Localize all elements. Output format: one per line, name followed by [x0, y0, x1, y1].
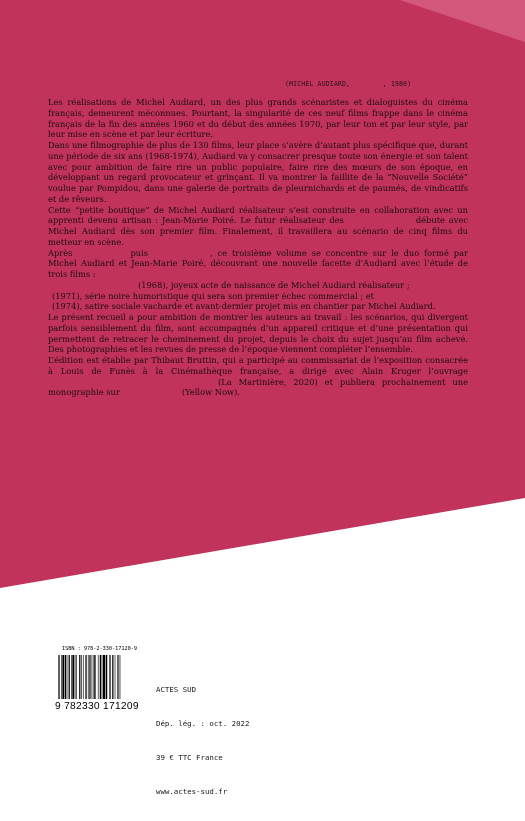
barcode-bar: [106, 655, 107, 699]
barcode-bar: [88, 655, 89, 699]
barcode-bar: [115, 655, 116, 699]
barcode-icon: [58, 655, 138, 699]
paragraph-intro: Les réalisations de Michel Audiard, un des plus grands scénaristes et dialoguistes du cinéma français, demeurent méconnues. Pourtant, la singularité de ces neuf films frappe dans le cinéma français de la fin des années 1960 et du début des années 1970, par leur ton et par leur style, par leur mise en scène et par leur écriture.: [48, 97, 468, 140]
barcode-bar: [75, 655, 76, 699]
barcode-bar: [102, 655, 103, 699]
paragraph-volume: [48, 248, 468, 280]
barcode-bar: [109, 655, 110, 699]
barcode-bar: [81, 655, 82, 699]
paragraph-collaboration-start: Cette “petite boutique” de Michel Audiard réalisateur s’est construite en collaboration avec un apprenti devenu artisan : Jean-Marie Poiré. Le futur réalisateur des: [48, 204, 468, 226]
barcode-bar: [61, 655, 62, 699]
barcode-bar: [72, 655, 74, 699]
publisher-block: [156, 661, 249, 821]
barcode-bar: [110, 655, 111, 699]
barcode-bar: [79, 655, 80, 699]
paragraph-edition-middle: (La Martinière, 2020) et publiera prochainement une monographie sur: [48, 376, 468, 398]
paragraph-filmography: Dans une filmographie de plus de 130 films, leur place s’avère d’autant plus spécifique que, durant une période de six ans (1968-1974), Audiard va y consacrer presque toute son énergie et son talent avec pour ambition de faire rire un public populaire, faire rire des mœurs de son époque, en développant un regard provocateur et grinçant. Il va montrer la faillite de la “Nouvelle Société” voulue par Pompidou, dans une galerie de portraits de pleurnichards et de paumés, de vindicatifs et de rêveurs.: [48, 140, 468, 204]
paragraph-volume-end: , ce troisième volume se concentre sur le duo formé par Michel Audiard et Jean-Marie Poiré, découvrant une nouvelle facette d’Audiard avec l’étude de trois films :: [48, 247, 468, 279]
barcode-bar: [92, 655, 93, 699]
paragraph-edition-start: L’édition est établie par Thibaut Bruttin, qui a participé au commissariat de l’exposition consacrée à Louis de Funès à la Cinémathèque française, a dirigé avec Alain Kruger l’ouvrage: [48, 355, 468, 376]
paragraph-recueil: Le présent recueil a pour ambition de montrer les auteurs au travail : les scénarios, qui divergent parfois sensiblement du film, sont accompagnés d’un appareil critique et d’une présentation qui permettent de retracer le cheminement du projet, depuis le choix du sujet jusqu’au film achevé. Des photographies et les revues de presse de l’époque viennent compléter l’ensemble.: [48, 312, 468, 355]
film-item-3: (1974), satire sociale vacharde et avant-dernier projet mis en chantier par Michel Audiard.: [52, 301, 436, 312]
barcode-bar: [100, 655, 101, 699]
barcode-bar: [103, 655, 105, 699]
barcode-bar: [94, 655, 95, 699]
barcode-bar: [112, 655, 113, 699]
barcode-bar: [85, 655, 86, 699]
publisher-name: ACTES SUD: [156, 684, 197, 694]
barcode-bar: [76, 655, 77, 699]
barcode-bar: [65, 655, 66, 699]
price: 39 € TTC France: [156, 753, 223, 763]
barcode-bar: [118, 655, 119, 699]
barcode-digits: 9 782330 171209: [55, 701, 139, 712]
blurb-text: [48, 97, 468, 398]
publisher-website: www.actes-sud.fr: [156, 787, 228, 797]
barcode-bar: [95, 655, 96, 699]
paragraph-collaboration: [48, 205, 468, 248]
barcode-bar: [59, 655, 60, 699]
isbn-label: ISBN : 978-2-330-17120-9: [62, 646, 137, 652]
barcode-bar: [71, 655, 72, 699]
paragraph-volume-middle: puis: [130, 247, 149, 258]
barcode-bar: [120, 655, 121, 699]
barcode-bar: [67, 655, 68, 699]
barcode-bar: [62, 655, 64, 699]
quote-credit: (MICHEL AUDIARD, , 1980): [285, 80, 412, 88]
film-item-1: (1968), joyeux acte de naissance de Michel Audiard réalisateur ;: [138, 279, 410, 290]
barcode-bar: [89, 655, 90, 699]
barcode-bar: [98, 655, 99, 699]
barcode-bar: [69, 655, 70, 699]
barcode-bar: [83, 655, 84, 699]
barcode-bar: [90, 655, 91, 699]
paragraph-edition-end: (Yellow Now).: [181, 387, 241, 398]
film-item-2: (1971), série noire humoristique qui sera son premier échec commercial ; et: [52, 290, 375, 301]
paragraph-volume-start: Après: [48, 247, 73, 258]
barcode-bar: [58, 655, 59, 699]
legal-deposit: Dép. lég. : oct. 2022: [156, 719, 250, 729]
paragraph-edition: [48, 355, 468, 398]
paragraph-collaboration-end: débute avec Michel Audiard dès son premier film. Finalement, il travaillera au scénario de cinq films du metteur en scène.: [48, 215, 468, 247]
barcode-bar: [117, 655, 118, 699]
